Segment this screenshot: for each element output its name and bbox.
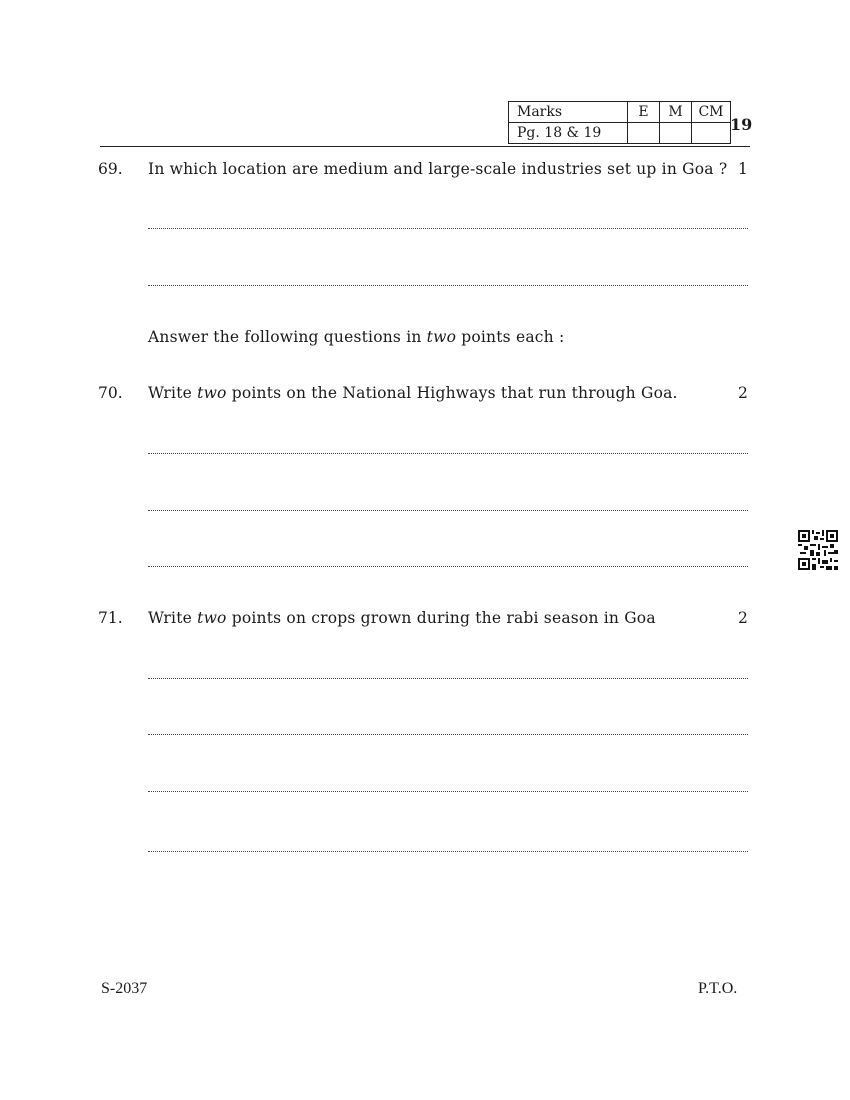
answer-line[interactable] xyxy=(148,510,748,511)
q71-after: points on crops grown during the rabi season in Goa xyxy=(226,609,656,627)
q71-emph: two xyxy=(197,609,227,627)
page-number: 19 xyxy=(730,115,753,134)
instruction-emph: two xyxy=(426,328,457,346)
instruction-before: Answer the following questions in xyxy=(148,328,427,346)
answer-line[interactable] xyxy=(148,791,748,792)
answer-line[interactable] xyxy=(148,285,748,286)
question-71-text xyxy=(148,609,656,627)
marks-cell-e xyxy=(628,123,660,144)
answer-line[interactable] xyxy=(148,566,748,567)
marks-col-cm: CM xyxy=(692,102,731,123)
question-71-marks: 2 xyxy=(738,609,748,627)
marks-pages: Pg. 18 & 19 xyxy=(509,123,628,144)
instruction-after: points each : xyxy=(456,328,565,346)
question-71-number: 71. xyxy=(98,609,123,627)
section-instruction xyxy=(148,328,564,346)
header-rule xyxy=(100,146,750,147)
paper-code: S-2037 xyxy=(101,980,148,997)
question-70-number: 70. xyxy=(98,384,123,402)
pto-label: P.T.O. xyxy=(698,980,738,997)
question-69-number: 69. xyxy=(98,160,123,178)
marks-cell-m xyxy=(660,123,692,144)
answer-line[interactable] xyxy=(148,734,748,735)
question-70-marks: 2 xyxy=(738,384,748,402)
question-70-text xyxy=(148,384,678,402)
q70-after: points on the National Highways that run through Goa. xyxy=(226,384,678,402)
answer-line[interactable] xyxy=(148,453,748,454)
qr-code-icon xyxy=(798,530,838,570)
q70-emph: two xyxy=(197,384,227,402)
q70-before: Write xyxy=(148,384,198,402)
question-69-marks: 1 xyxy=(738,160,748,178)
marks-cell-cm xyxy=(692,123,731,144)
marks-col-e: E xyxy=(628,102,660,123)
marks-table xyxy=(508,101,731,144)
marks-col-m: M xyxy=(660,102,692,123)
q71-before: Write xyxy=(148,609,198,627)
question-69-text: In which location are medium and large-scale industries set up in Goa ? xyxy=(148,160,728,178)
answer-line[interactable] xyxy=(148,678,748,679)
marks-label: Marks xyxy=(509,102,628,123)
answer-line[interactable] xyxy=(148,228,748,229)
answer-line[interactable] xyxy=(148,851,748,852)
